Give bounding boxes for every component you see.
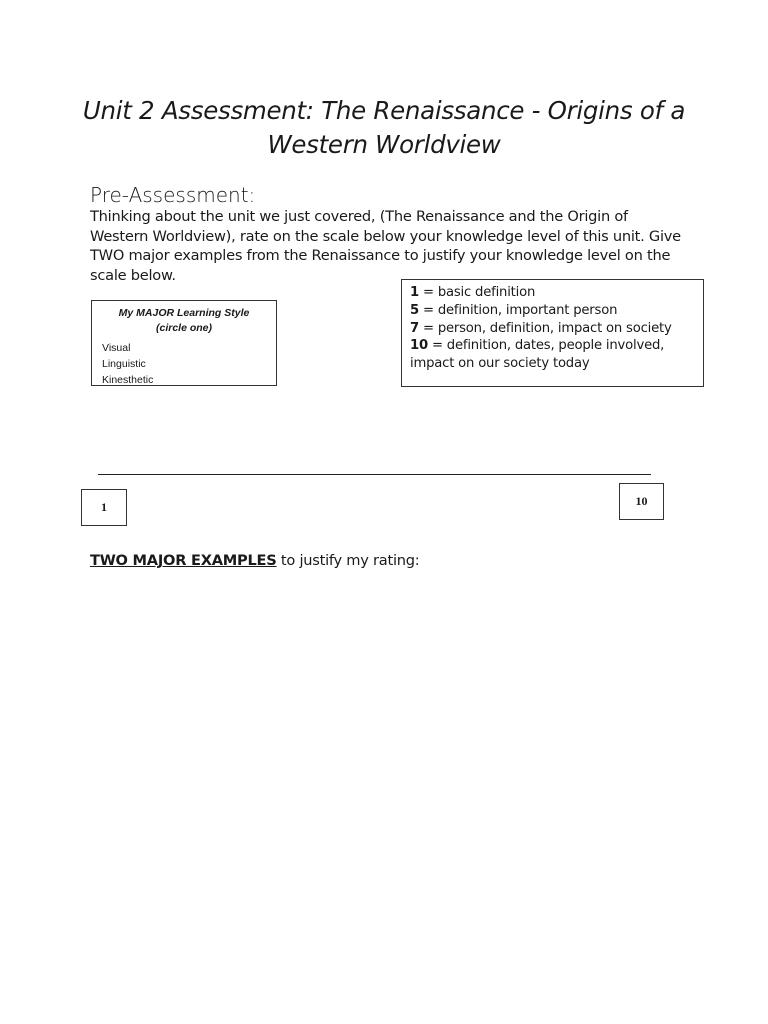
learning-style-option-visual[interactable]: Visual: [102, 342, 131, 354]
rating-legend-box: [401, 279, 704, 387]
scale-max-box: 10: [619, 483, 664, 520]
learning-style-heading: [92, 306, 276, 336]
document-title: [60, 94, 708, 162]
intro-paragraph: Thinking about the unit we just covered, (The Renaissance and the Origin of Western Worldview), rate on the scale below your knowledge level of this unit. Give TWO major examples from the Renaissance to justify your knowledge level on the scale below.: [90, 208, 681, 284]
legend-item: [410, 284, 695, 302]
learning-style-instruction: (circle one): [155, 322, 213, 334]
legend-item: [410, 302, 695, 320]
legend-text: = definition, dates, people involved, impact on our society today: [410, 338, 665, 372]
learning-style-box: [91, 300, 277, 386]
pre-assessment-heading: Pre-Assessment:: [90, 183, 256, 207]
legend-item: [410, 320, 695, 338]
examples-rest: to justify my rating:: [276, 552, 420, 569]
learning-style-option-linguistic[interactable]: Linguistic: [102, 358, 146, 370]
learning-style-options: [92, 340, 276, 388]
learning-style-title: My MAJOR Learning Style: [118, 307, 250, 319]
legend-number: 1: [410, 285, 419, 300]
learning-style-option-kinesthetic[interactable]: Kinesthetic: [102, 374, 154, 386]
rating-scale-line[interactable]: [98, 474, 651, 475]
legend-number: 7: [410, 320, 419, 336]
legend-item: [410, 337, 695, 373]
legend-text: = basic definition: [418, 285, 536, 300]
legend-number: 5: [410, 302, 419, 318]
title-line-2: Western Worldview: [267, 130, 501, 159]
title-line-1: Unit 2 Assessment: The Renaissance - Origins of a: [82, 96, 686, 125]
examples-prompt: [90, 551, 419, 570]
legend-text: = definition, important person: [418, 302, 618, 318]
legend-number: 10: [410, 338, 428, 354]
legend-text: = person, definition, impact on society: [418, 320, 672, 336]
examples-emphasis: TWO MAJOR EXAMPLES: [90, 552, 277, 569]
scale-min-box: 1: [81, 489, 127, 526]
